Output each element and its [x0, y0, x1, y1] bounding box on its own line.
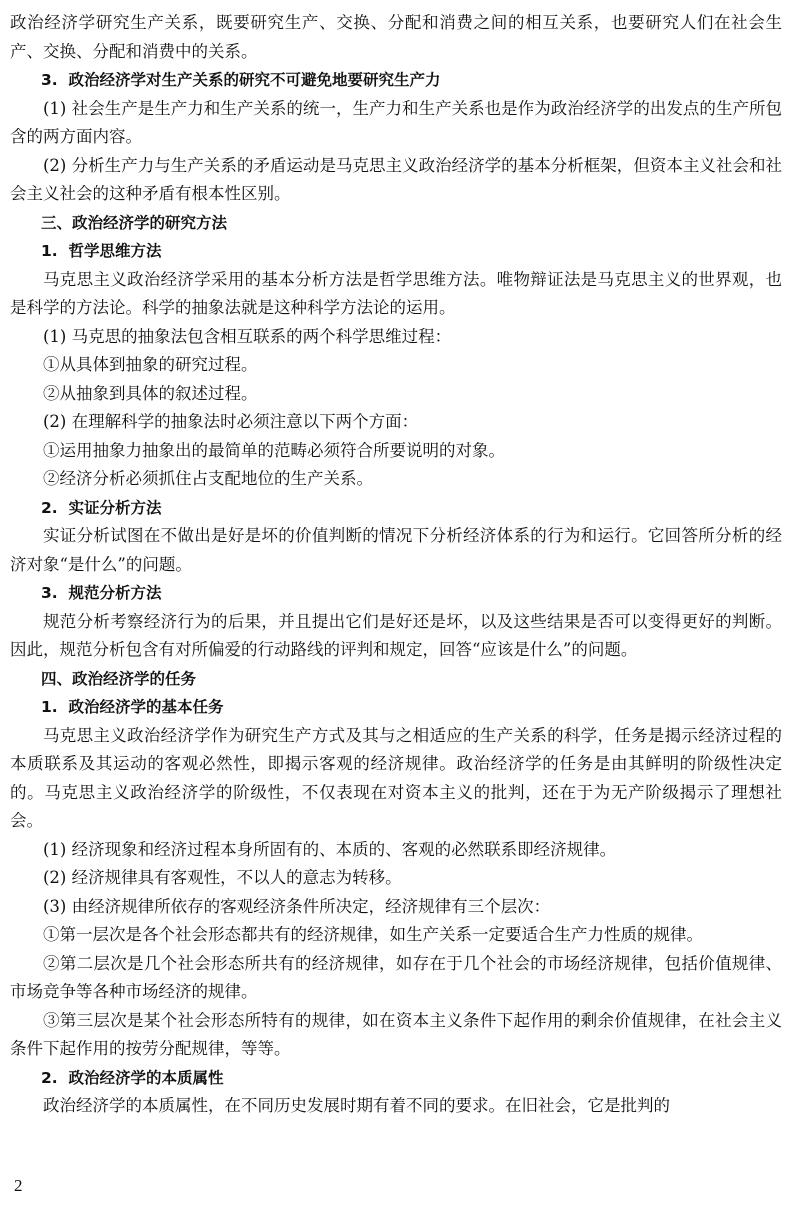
heading-text: 实证分析方法	[68, 498, 162, 517]
paragraph: ②从抽象到具体的叙述过程。	[43, 383, 258, 403]
heading-text: 三、政治经济学的研究方法	[41, 213, 228, 232]
paragraph: ①运用抽象力抽象出的最简单的范畴必须符合所要说明的对象。	[43, 440, 505, 460]
heading-text: 政治经济学对生产关系的研究不可避免地要研究生产力	[68, 71, 441, 89]
paragraph: (2) 经济规律具有客观性，不以人的意志为转移。	[43, 868, 402, 887]
section-heading	[10, 693, 782, 722]
paragraph: ②第二层次是几个社会形态所共有的经济规律，如存在于几个社会的市场经济规律，包括价值规律、市场竞争等各种市场经济的规律。	[10, 953, 782, 1001]
section-heading	[10, 579, 782, 608]
paragraph: 政治经济学研究生产关系，既要研究生产、交换、分配和消费之间的相互关系，也要研究人们在社会生产、交换、分配和消费中的关系。	[10, 13, 782, 61]
paragraph: (2) 在理解科学的抽象法时必须注意以下两个方面：	[43, 412, 419, 431]
paragraph: (1) 马克思的抽象法包含相互联系的两个科学思维过程：	[43, 326, 452, 346]
paragraph: (1) 社会生产是生产力和生产关系的统一，生产力和生产关系也是作为政治经济学的出发点的生产所包含的两方面内容。	[10, 98, 782, 146]
heading-number: 1.	[41, 698, 58, 716]
paragraph: (1) 经济现象和经济过程本身所固有的、本质的、客观的必然联系即经济规律。	[43, 839, 617, 859]
heading-text: 哲学思维方法	[68, 242, 162, 260]
section-heading	[10, 209, 782, 238]
heading-number: 2.	[41, 1068, 58, 1087]
heading-number: 3.	[41, 71, 58, 89]
paragraph: ①从具体到抽象的研究过程。	[43, 355, 258, 374]
paragraph: 马克思主义政治经济学作为研究生产方式及其与之相适应的生产关系的科学，任务是揭示经济过程的本质联系及其运动的客观必然性，即揭示客观的经济规律。政治经济学的任务是由其鲜明的阶级性决定的。马克思主义政治经济学的阶级性，不仅表现在对资本主义的批判，还在于为无产阶级揭示了理想社会。	[10, 725, 782, 830]
page-number: 2	[14, 1176, 23, 1195]
heading-number: 3.	[41, 584, 58, 602]
section-heading	[10, 1064, 782, 1093]
heading-text: 四、政治经济学的任务	[41, 669, 197, 688]
paragraph: ②经济分析必须抓住占支配地位的生产关系。	[43, 469, 373, 488]
document-page	[10, 9, 782, 1121]
paragraph: 马克思主义政治经济学采用的基本分析方法是哲学思维方法。唯物辩证法是马克思主义的世界观，也是科学的方法论。科学的抽象法就是这种科学方法论的运用。	[10, 269, 782, 317]
section-heading	[10, 494, 782, 523]
heading-number: 1.	[41, 242, 58, 260]
paragraph: (3) 由经济规律所依存的客观经济条件所决定，经济规律有三个层次：	[43, 896, 551, 916]
section-heading	[10, 237, 782, 266]
paragraph: 实证分析试图在不做出是好是坏的价值判断的情况下分析经济体系的行为和运行。它回答所分析的经济对象“是什么”的问题。	[10, 526, 782, 574]
heading-text: 规范分析方法	[68, 584, 162, 602]
paragraph: ①第一层次是各个社会形态都共有的经济规律，如生产关系一定要适合生产力性质的规律。	[43, 925, 703, 944]
paragraph: 规范分析考察经济行为的后果，并且提出它们是好还是坏，以及这些结果是否可以变得更好的判断。因此，规范分析包含有对所偏爱的行动路线的评判和规定，回答“应该是什么”的问题。	[10, 611, 782, 659]
section-heading	[10, 66, 782, 95]
heading-text: 政治经济学的本质属性	[68, 1068, 224, 1087]
heading-number: 2.	[41, 498, 58, 517]
paragraph: ③第三层次是某个社会形态所特有的规律，如在资本主义条件下起作用的剩余价值规律，在社会主义条件下起作用的按劳分配规律，等等。	[10, 1010, 782, 1058]
heading-text: 政治经济学的基本任务	[68, 698, 224, 716]
paragraph: 政治经济学的本质属性，在不同历史发展时期有着不同的要求。在旧社会，它是批判的	[43, 1096, 670, 1115]
section-heading	[10, 665, 782, 694]
paragraph: (2) 分析生产力与生产关系的矛盾运动是马克思主义政治经济学的基本分析框架，但资本主义社会和社会主义社会的这种矛盾有根本性区别。	[10, 155, 782, 203]
